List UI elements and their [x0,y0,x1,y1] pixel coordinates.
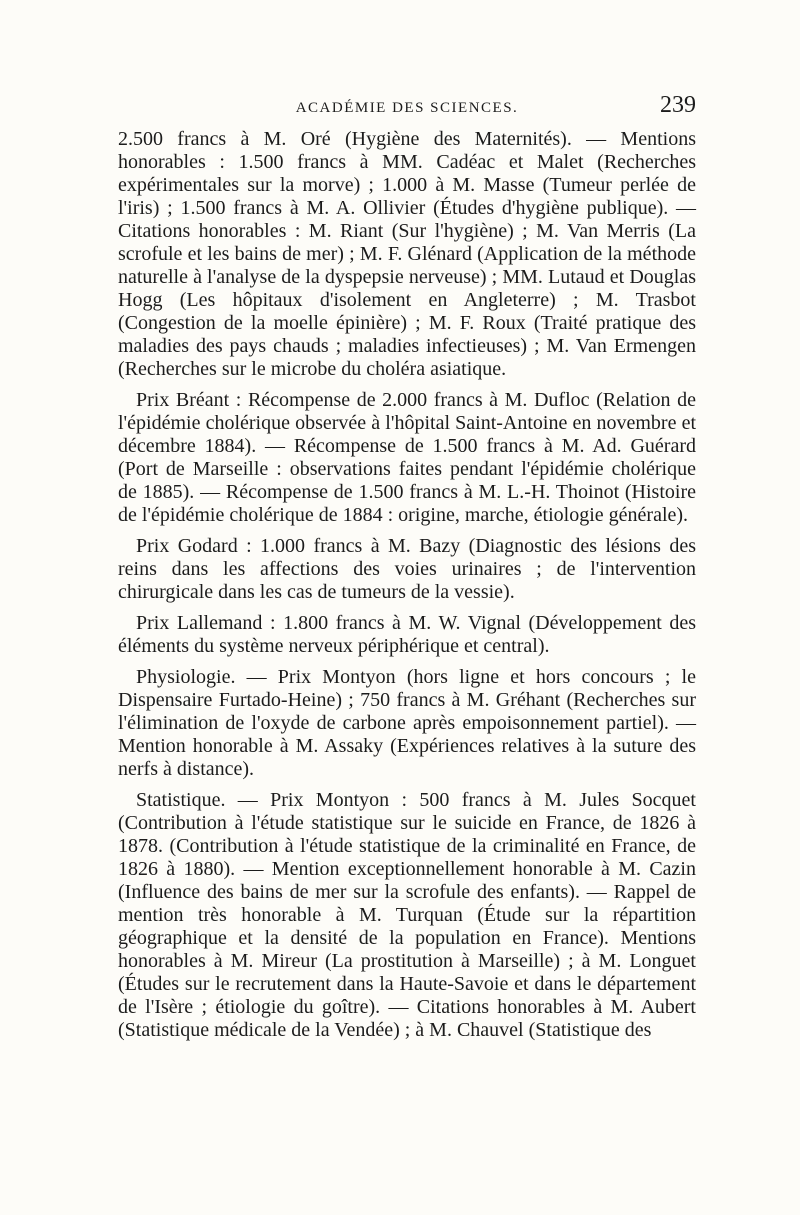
running-title: ACADÉMIE DES SCIENCES. [295,100,519,116]
paragraph-statistique: Statistique. — Prix Montyon : 500 francs à M. Jules Socquet (Contribution à l'étude statistique sur le suicide en France, de 1826 à 1878. (Contribution à l'étude statistique de la criminalité en France, de 1826 à 1880). — Mention exceptionnellement honorable à M. Cazin (Influence des bains de mer sur la scrofule des enfants). — Rappel de mention très honorable à M. Turquan (Étude sur la répartition géographique et la densité de la population en France). Mentions honorables à M. Mireur (La prostitution à Marseille) ; à M. Longuet (Études sur le recrutement dans la Haute-Savoie et dans le département de l'Isère ; étiologie du goître). — Citations honorables à M. Aubert (Statistique médicale de la Vendée) ; à M. Chauvel (Statistique des [118,789,696,1041]
paragraph-hygiene-mentions: 2.500 francs à M. Oré (Hygiène des Maternités). — Mentions honorables : 1.500 francs à MM. Cadéac et Malet (Recherches expérimentales sur la morve) ; 1.000 à M. Masse (Tumeur perlée de l'iris) ; 1.500 francs à M. A. Ollivier (Études d'hygiène publique). — Citations honorables : M. Riant (Sur l'hygiène) ; M. Van Merris (La scrofule et les bains de mer) ; M. F. Glénard (Application de la méthode naturelle à l'analyse de la dyspepsie nerveuse) ; MM. Lutaud et Douglas Hogg (Les hôpitaux d'isolement en Angleterre) ; M. Trasbot (Congestion de la moelle épinière) ; M. F. Roux (Traité pratique des maladies des pays chauds ; maladies infectieuses) ; M. Van Ermengen (Recherches sur le microbe du choléra asiatique. [118,128,696,380]
paragraph-prix-godard: Prix Godard : 1.000 francs à M. Bazy (Diagnostic des lésions des reins dans les affections des voies urinaires ; de l'intervention chirurgicale dans les cas de tumeurs de la vessie). [118,535,696,603]
book-page [118,92,696,1050]
paragraph-physiologie: Physiologie. — Prix Montyon (hors ligne et hors concours ; le Dispensaire Furtado-Heine) ; 750 francs à M. Gréhant (Recherches sur l'élimination de l'oxyde de carbone après empoisonnement partiel). — Mention honorable à M. Assaky (Expériences relatives à la suture des nerfs à distance). [118,666,696,780]
paragraph-prix-lallemand: Prix Lallemand : 1.800 francs à M. W. Vignal (Développement des éléments du système nerveux périphérique et central). [118,612,696,657]
body-text [118,128,696,1042]
page-number: 239 [660,92,696,118]
running-head [118,92,696,124]
paragraph-prix-breant: Prix Bréant : Récompense de 2.000 francs à M. Dufloc (Relation de l'épidémie cholérique observée à l'hôpital Saint-Antoine en novembre et décembre 1884). — Récompense de 1.500 francs à M. Ad. Guérard (Port de Marseille : observations faites pendant l'épidémie cholérique de 1885). — Récompense de 1.500 francs à M. L.-H. Thoinot (Histoire de l'épidémie cholérique de 1884 : origine, marche, étiologie générale). [118,389,696,526]
